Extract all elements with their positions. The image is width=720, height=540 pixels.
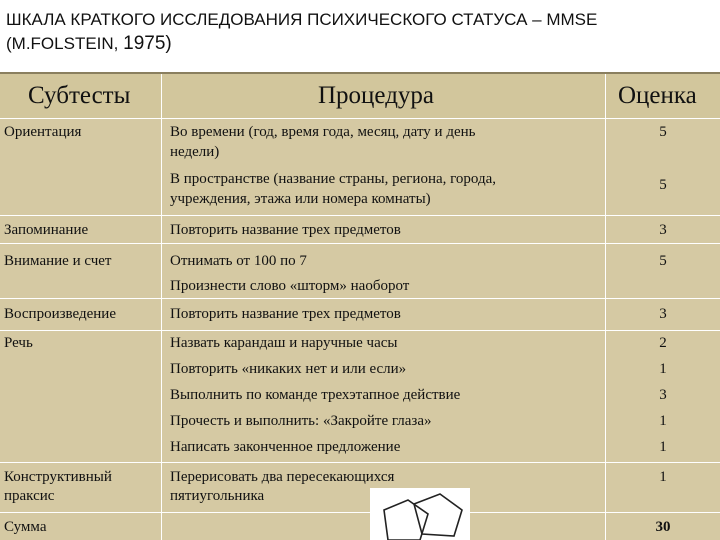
score-speech-2: 1 (659, 361, 667, 377)
score-total: 30 (655, 519, 671, 535)
title-year: 1975) (123, 33, 172, 54)
procedure-speech-3: Выполнить по команде трехэтапное действие (170, 387, 461, 403)
score-orientation-time: 5 (659, 124, 667, 140)
header-score: Оценка (618, 82, 697, 109)
table-row-recall (0, 298, 720, 330)
title-line-2 (6, 32, 706, 56)
score-recall: 3 (659, 306, 667, 322)
procedure-praxis-line1: Перерисовать два пересекающихся (170, 469, 395, 485)
procedure-memory: Повторить название трех предметов (170, 222, 401, 238)
procedure-place-cont: учреждения, этажа или номера комнаты) (170, 191, 431, 207)
table-header-row (0, 74, 720, 118)
subtest-praxis-line1: Конструктивный (4, 469, 112, 485)
mmse-table (0, 74, 720, 540)
subtest-praxis-line2: праксис (4, 488, 55, 504)
table-row-attention (0, 243, 720, 298)
procedure-place: В пространстве (название страны, региона, города, (170, 171, 497, 187)
score-praxis: 1 (659, 469, 667, 485)
score-speech-4: 1 (659, 413, 667, 429)
header-subtests: Субтесты (28, 82, 131, 109)
procedure-speech-2: Повторить «никаких нет и или если» (170, 361, 407, 377)
table-row-sum (0, 512, 720, 540)
header-procedure: Процедура (318, 82, 435, 109)
pentagons-figure (370, 488, 470, 540)
procedure-speech-5: Написать законченное предложение (170, 439, 401, 455)
subtest-attention: Внимание и счет (4, 253, 112, 269)
score-attention: 5 (659, 253, 667, 269)
score-speech-5: 1 (659, 439, 667, 455)
subtest-orientation: Ориентация (4, 124, 82, 140)
procedure-recall: Повторить название трех предметов (170, 306, 401, 322)
subtest-recall: Воспроизведение (4, 306, 116, 322)
table-row-memory (0, 215, 720, 243)
procedure-speech-1: Назвать карандаш и наручные часы (170, 335, 398, 351)
subtest-speech: Речь (4, 335, 33, 351)
title-line-1: ШКАЛА КРАТКОГО ИССЛЕДОВАНИЯ ПСИХИЧЕСКОГО СТАТУСА – MMSE (6, 10, 598, 29)
procedure-time-cont: недели) (170, 144, 220, 160)
procedure-subtract: Отнимать от 100 по 7 (170, 253, 307, 269)
procedure-spell-backwards: Произнести слово «шторм» наоборот (170, 278, 410, 294)
score-speech-3: 3 (659, 387, 667, 403)
title-author: (M.FOLSTEIN, (6, 34, 124, 53)
procedure-time: Во времени (год, время года, месяц, дату и день (170, 124, 476, 140)
subtest-sum: Сумма (4, 519, 47, 535)
subtest-memory: Запоминание (4, 222, 89, 238)
table-row-orientation (0, 118, 720, 215)
table-row-praxis (0, 462, 720, 512)
page-title (6, 8, 706, 56)
score-speech-1: 2 (659, 335, 667, 351)
table-row-speech (0, 330, 720, 462)
score-memory: 3 (659, 222, 667, 238)
score-orientation-place: 5 (659, 177, 667, 193)
procedure-speech-4: Прочесть и выполнить: «Закройте глаза» (170, 413, 432, 429)
procedure-praxis-line2: пятиугольника (170, 488, 265, 504)
